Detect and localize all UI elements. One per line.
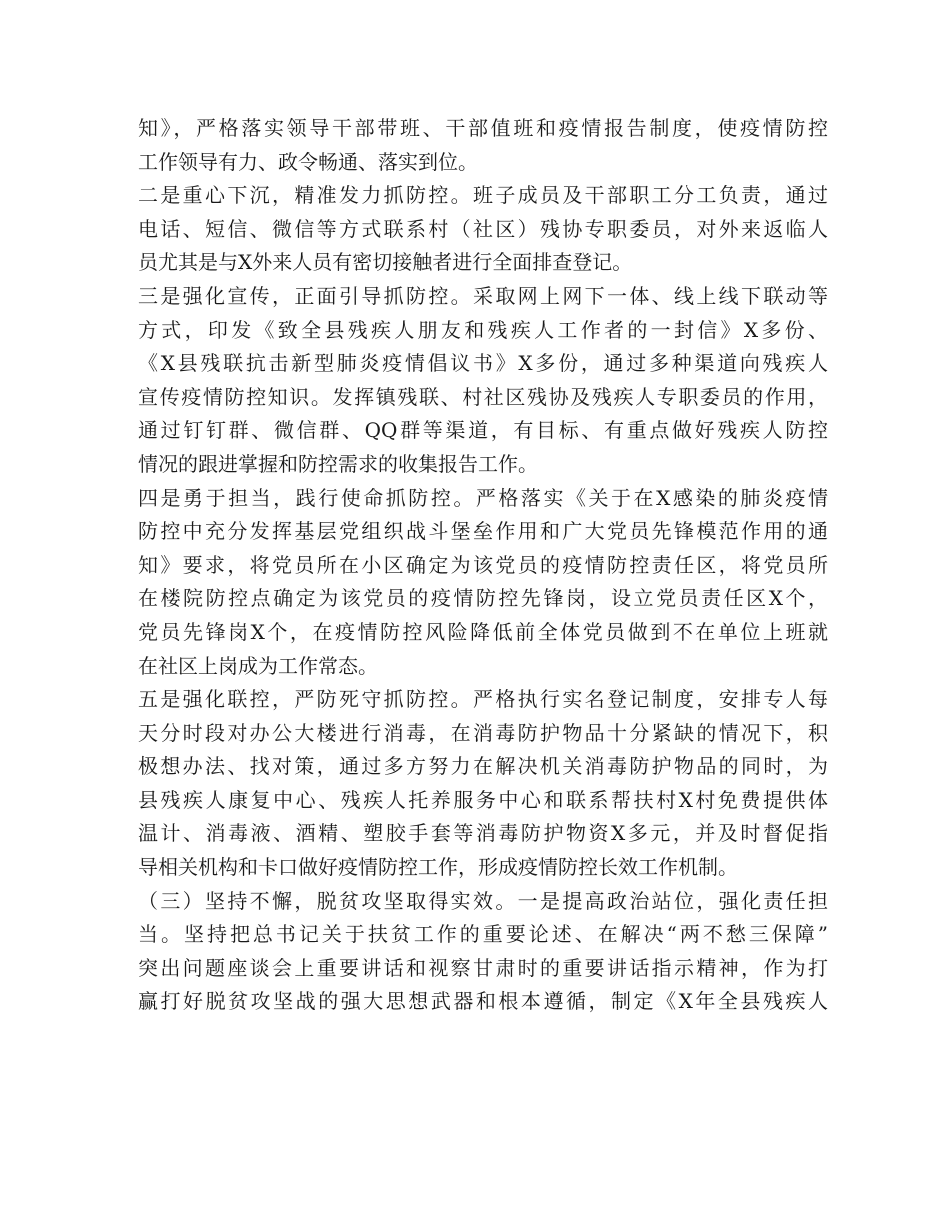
text-line: 赢打好脱贫攻坚战的强大思想武器和根本遵循，制定《X年全县残疾人 [138, 989, 828, 1014]
text-line: 县残疾人康复中心、残疾人托养服务中心和联系帮扶村X村免费提供体 [138, 787, 828, 812]
text-line: 四是勇于担当，践行使命抓防控。严格落实《关于在X感染的肺炎疫情 [138, 485, 828, 510]
text-line: 防控中充分发挥基层党组织战斗堡垒作用和广大党员先锋模范作用的通 [138, 519, 828, 544]
text-line: 知》，严格落实领导干部带班、干部值班和疫情报告制度，使疫情防控 [138, 116, 828, 140]
text-line: 在楼院防控点确定为该党员的疫情防控先锋岗，设立党员责任区X个， [138, 586, 828, 611]
text-line: 员尤其是与X外来人员有密切接触者进行全面排查登记。 [138, 250, 633, 275]
text-line: 《X县残联抗击新型肺炎疫情倡议书》X多份，通过多种渠道向残疾人 [138, 351, 828, 376]
text-line: 情况的跟进掌握和防控需求的收集报告工作。 [138, 451, 538, 476]
document-body [138, 112, 828, 1019]
text-line: 当。坚持把总书记关于扶贫工作的重要论述、在解决“两不愁三保障” [138, 922, 828, 947]
text-line: 党员先锋岗X个，在疫情防控风险降低前全体党员做到不在单位上班就 [138, 619, 828, 644]
text-line: 突出问题座谈会上重要讲话和视察甘肃时的重要讲话指示精神，作为打 [138, 955, 828, 980]
text-line: 在社区上岗成为工作常态。 [138, 653, 378, 678]
text-line: 方式，印发《致全县残疾人朋友和残疾人工作者的一封信》X多份、 [138, 317, 828, 342]
text-line: 工作领导有力、政令畅通、落实到位。 [138, 149, 478, 174]
text-line: 三是强化宣传，正面引导抓防控。采取网上网下一体、线上线下联动等 [138, 283, 828, 308]
text-line: 导相关机构和卡口做好疫情防控工作，形成疫情防控长效工作机制。 [138, 855, 738, 880]
text-line: 天分时段对办公大楼进行消毒，在消毒防护物品十分紧缺的情况下，积 [138, 720, 828, 745]
text-line: 二是重心下沉，精准发力抓防控。班子成员及干部职工分工负责，通过 [138, 183, 828, 208]
text-line: 宣传疫情防控知识。发挥镇残联、村社区残协及残疾人专职委员的作用， [138, 384, 828, 409]
text-line: 极想办法、找对策，通过多方努力在解决机关消毒防护物品的同时，为 [138, 754, 828, 779]
text-line: 知》要求，将党员所在小区确定为该党员的疫情防控责任区，将党员所 [138, 552, 828, 577]
text-line: 温计、消毒液、酒精、塑胶手套等消毒防护物资X多元，并及时督促指 [138, 821, 828, 846]
text-line: （三）坚持不懈，脱贫攻坚取得实效。一是提高政治站位，强化责任担 [138, 888, 828, 913]
text-line: 通过钉钉群、微信群、QQ群等渠道，有目标、有重点做好残疾人防控 [138, 418, 828, 443]
text-line: 电话、短信、微信等方式联系村（社区）残协专职委员，对外来返临人 [138, 216, 828, 241]
text-line: 五是强化联控，严防死守抓防控。严格执行实名登记制度，安排专人每 [138, 687, 828, 712]
